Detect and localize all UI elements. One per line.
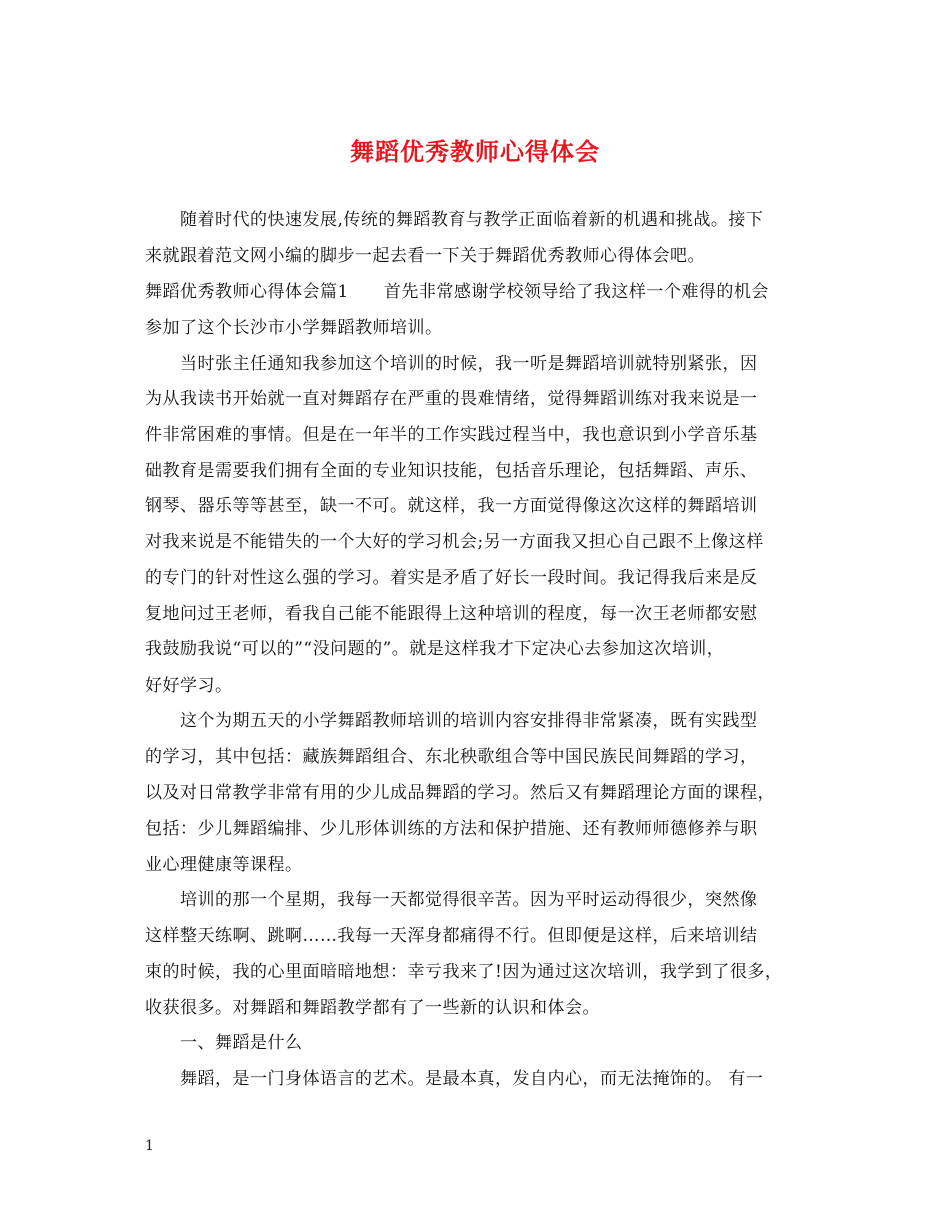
paragraph-line: 我鼓励我说“可以的”“没问题的”。就是这样我才下定决心去参加这次培训， [145, 639, 725, 659]
paragraph-line: 的学习，其中包括：藏族舞蹈组合、东北秧歌组合等中国民族民间舞蹈的学习， [145, 747, 758, 767]
paragraph-line: 收获很多。对舞蹈和舞蹈教学都有了一些新的认识和体会。 [145, 998, 600, 1018]
document-title: 舞蹈优秀教师心得体会 [350, 137, 600, 166]
paragraph-line: 础教育是需要我们拥有全面的专业知识技能，包括音乐理论，包括舞蹈、声乐、 [145, 461, 758, 481]
paragraph-line: 包括：少儿舞蹈编排、少儿形体训练的方法和保护措施、还有教师师德修养与职 [145, 819, 758, 839]
paragraph-line: 业心理健康等课程。 [145, 855, 303, 875]
paragraph-line: 这个为期五天的小学舞蹈教师培训的培训内容安排得非常紧凑，既有实践型 [180, 711, 758, 731]
paragraph-line: 为从我读书开始就一直对舞蹈存在严重的畏难情绪，觉得舞蹈训练对我来说是一 [145, 389, 758, 409]
page-number: 1 [145, 1138, 154, 1154]
paragraph-line: 这样整天练啊、跳啊……我每一天浑身都痛得不行。但即便是这样，后来培训结 [145, 926, 758, 946]
paragraph-line: 的专门的针对性这么强的学习。着实是矛盾了好长一段时间。我记得我后来是反 [145, 568, 758, 588]
paragraph-line: 以及对日常教学非常有用的少儿成品舞蹈的学习。然后又有舞蹈理论方面的课程， [145, 783, 775, 803]
paragraph-line: 舞蹈，是一门身体语言的艺术。是最本真，发自内心，而无法掩饰的。 有一 [180, 1069, 764, 1089]
paragraph-line: 来就跟着范文网小编的脚步一起去看一下关于舞蹈优秀教师心得体会吧。 [145, 246, 705, 266]
paragraph-line: 复地问过王老师，看我自己能不能跟得上这种培训的程度，每一次王老师都安慰 [145, 604, 758, 624]
paragraph-line: 当时张主任通知我参加这个培训的时候，我一听是舞蹈培训就特别紧张，因 [180, 354, 758, 374]
paragraph-line: 培训的那一个星期，我每一天都觉得很辛苦。因为平时运动得很少，突然像 [180, 890, 758, 910]
paragraph-line: 件非常困难的事情。但是在一年半的工作实践过程当中，我也意识到小学音乐基 [145, 425, 758, 445]
section-heading: 一、舞蹈是什么 [180, 1033, 303, 1053]
paragraph-line: 舞蹈优秀教师心得体会篇1 首先非常感谢学校领导给了我这样一个难得的机会 [145, 282, 769, 302]
paragraph-line: 束的时候，我的心里面暗暗地想：幸亏我来了!因为通过这次培训，我学到了很多， [145, 962, 783, 982]
paragraph-line: 随着时代的快速发展,传统的舞蹈教育与教学正面临着新的机遇和挑战。接下 [180, 210, 764, 230]
paragraph-line: 好好学习。 [145, 676, 233, 696]
paragraph-line: 参加了这个长沙市小学舞蹈教师培训。 [145, 318, 443, 338]
paragraph-line: 对我来说是不能错失的一个大好的学习机会;另一方面我又担心自己跟不上像这样 [145, 532, 764, 552]
paragraph-line: 钢琴、器乐等等甚至，缺一不可。就这样，我一方面觉得像这次这样的舞蹈培训 [145, 496, 758, 516]
